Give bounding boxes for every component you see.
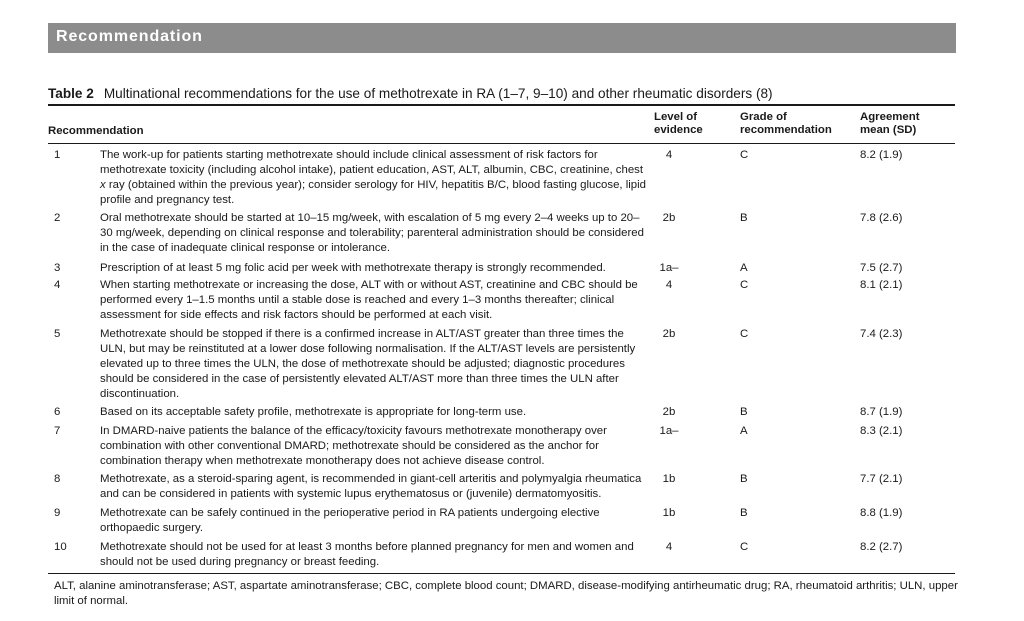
row-7-recommendation: In DMARD-naive patients the balance of the efficacy/toxicity favours methotrexate monotherapy over combination with other conventional DMARD; methotrexate should be considered as the anchor for combination therapy when methotrexate monotherapy does not achieve disease control. (100, 425, 607, 467)
table-caption (48, 86, 958, 101)
row-3-grade: A (740, 262, 748, 274)
header-recommendation: Recommendation (48, 125, 144, 137)
row-10-recommendation: Methotrexate should not be used for at least 3 months before planned pregnancy for men and women and should not be used during pregnancy or breast feeding. (100, 541, 634, 568)
header-grade-of-recommendation: Grade of recommendation (740, 111, 832, 136)
row-3-agreement: 7.5 (2.7) (860, 262, 903, 274)
header-rule (48, 143, 955, 144)
row-7-number: 7 (54, 425, 61, 437)
table-footnote: ALT, alanine aminotransferase; AST, aspartate aminotransferase; CBC, complete blood count; DMARD, disease-modifying antirheumatic drug; RA, rheumatoid arthritis; ULN, upper limit of normal. (54, 580, 958, 607)
row-10-agreement: 8.2 (2.7) (860, 541, 903, 553)
row-7-level: 1a– (659, 425, 679, 437)
row-9-level: 1b (662, 507, 676, 519)
row-5-agreement: 7.4 (2.3) (860, 328, 903, 340)
row-6-grade: B (740, 406, 748, 418)
row-3-level: 1a– (659, 262, 679, 274)
row-6-number: 6 (54, 406, 61, 418)
row-1-recommendation: The work-up for patients starting methotrexate should include clinical assessment of risk factors for methotrexate toxicity (including alcohol intake), patient education, AST, ALT, albumin, CBC, creatinine, chest x ray (obtained within the previous year); consider serology for HIV, hepatitis B/C, blood fasting glucose, lipid profile and pregnancy test. (100, 149, 646, 206)
row-10-level: 4 (665, 541, 673, 553)
row-2-agreement: 7.8 (2.6) (860, 212, 903, 224)
row-5-number: 5 (54, 328, 61, 340)
row-5-grade: C (740, 328, 749, 340)
row-9-grade: B (740, 507, 748, 519)
row-4-agreement: 8.1 (2.1) (860, 279, 903, 291)
row-2-number: 2 (54, 212, 61, 224)
row-4-level: 4 (665, 279, 673, 291)
row-6-level: 2b (662, 406, 676, 418)
row-8-agreement: 7.7 (2.1) (860, 473, 903, 485)
row-9-recommendation: Methotrexate can be safely continued in the perioperative period in RA patients undergoing elective orthopaedic surgery. (100, 507, 600, 534)
row-8-recommendation: Methotrexate, as a steroid-sparing agent, is recommended in giant-cell arteritis and polymyalgia rheumatica and can be considered in patients with systemic lupus erythematosus or (juvenile) dermatomyositis. (100, 473, 642, 500)
row-7-agreement: 8.3 (2.1) (860, 425, 903, 437)
row-1-agreement: 8.2 (1.9) (860, 149, 903, 161)
row-10-grade: C (740, 541, 749, 553)
row-8-grade: B (740, 473, 748, 485)
row-4-number: 4 (54, 279, 61, 291)
row-6-agreement: 8.7 (1.9) (860, 406, 903, 418)
row-9-number: 9 (54, 507, 61, 519)
table-caption-text: Multinational recommendations for the use of methotrexate in RA (1–7, 9–10) and other rheumatic disorders (8) (103, 86, 773, 101)
row-10-number: 10 (54, 541, 67, 553)
row-1-number: 1 (54, 149, 61, 161)
row-6-recommendation: Based on its acceptable safety profile, methotrexate is appropriate for long-term use. (100, 406, 527, 418)
row-1-level: 4 (665, 149, 673, 161)
header-level-of-evidence: Level of evidence (654, 111, 703, 136)
table-top-rule (48, 104, 955, 106)
row-4-grade: C (740, 279, 749, 291)
table-bottom-rule (48, 573, 955, 574)
row-2-recommendation: Oral methotrexate should be started at 10–15 mg/week, with escalation of 5 mg every 2–4 weeks up to 20– 30 mg/week, depending on clinical response and tolerability; parenteral administration should be considered in the case of inadequate clinical response or intolerance. (100, 212, 644, 254)
row-1-grade: C (740, 149, 749, 161)
section-banner (48, 23, 956, 53)
row-7-grade: A (740, 425, 748, 437)
row-4-recommendation: When starting methotrexate or increasing the dose, ALT with or without AST, creatinine and CBC should be performed every 1–1.5 months until a stable dose is reached and every 1–3 months thereafter; clinical assessment for side effects and risk factors should be performed at each visit. (100, 279, 638, 321)
section-title: Recommendation (56, 28, 203, 45)
row-8-number: 8 (54, 473, 61, 485)
row-5-recommendation: Methotrexate should be stopped if there is a confirmed increase in ALT/AST greater than three times the ULN, but may be reinstituted at a lower dose following normalisation. If the ALT/AST levels are persistently elevated up to three times the ULN, the dose of methotrexate should be adjusted; diagnostic procedures should be considered in the case of persistently elevated ALT/AST more than three times the ULN after discontinuation. (100, 328, 636, 400)
row-5-level: 2b (662, 328, 676, 340)
row-2-grade: B (740, 212, 748, 224)
row-3-number: 3 (54, 262, 61, 274)
header-agreement: Agreement mean (SD) (860, 111, 920, 136)
row-9-agreement: 8.8 (1.9) (860, 507, 903, 519)
row-3-recommendation: Prescription of at least 5 mg folic acid per week with methotrexate therapy is strongly recommended. (100, 262, 606, 274)
row-8-level: 1b (662, 473, 676, 485)
table-label: Table 2 (48, 86, 94, 101)
row-2-level: 2b (662, 212, 676, 224)
